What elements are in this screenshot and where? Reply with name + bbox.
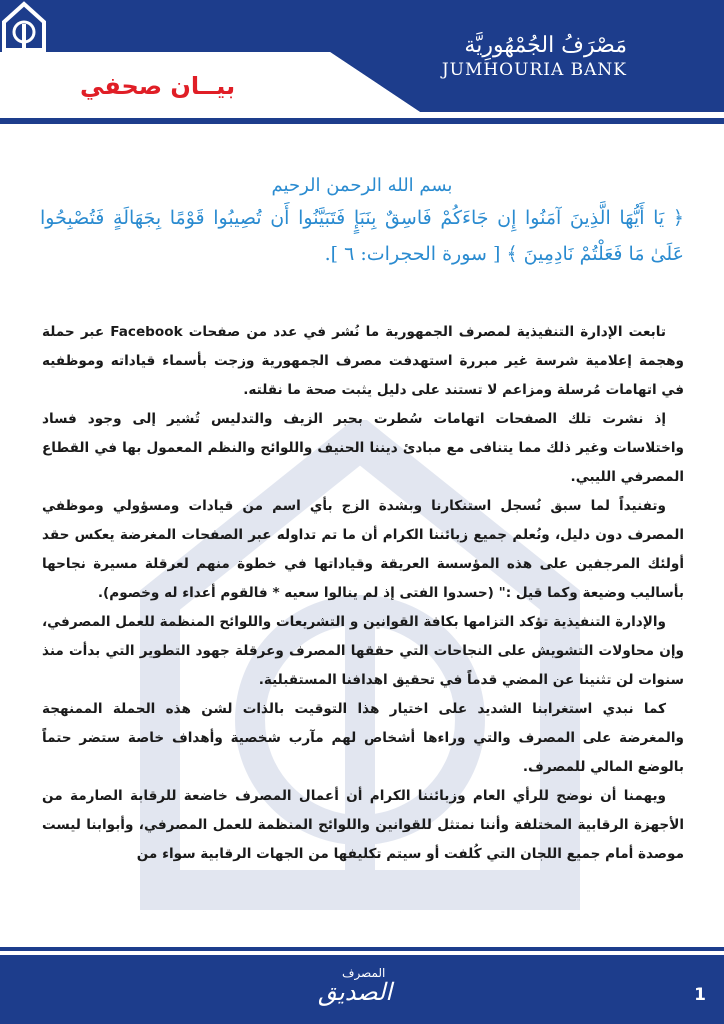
paragraph-2: إذ نشرت تلك الصفحات اتهامات سُطرت بحبر الزيف والتدليس تُشير إلى وجود فساد واختلاسات وغير ذلك مما يتنافى مع مبادئ ديننا الحنيف واللوائح والنظم المعمول بها في القطاع المصرفي الليبي. [42,411,684,485]
footer-accent-line [0,947,724,951]
bank-name-english: JUMHOURIA BANK [441,60,627,80]
press-release-body [42,318,684,869]
basmala: بسم الله الرحمن الرحيم [271,175,453,196]
bank-logo-icon [0,0,48,58]
press-release-title: بيــان صحفي [80,72,236,100]
paragraph-6: ويهمنا أن نوضح للرأي العام وزبائننا الكرام أن أعمال المصرف خاضعة للرقابة الصارمة من الأجهزة الرقابية المختلفة وأننا نمتثل للقوانين واللوائح المنظمة للعمل المصرفي، وأبوابنا ليست موصدة أمام جميع اللجان التي كُلفت أو سيتم تكليفها من الجهات الرقابية سواء من [42,788,684,862]
bank-name-arabic: مَصْرَفُ الجُمْهُورِيَّة [464,33,627,58]
footer-slogan-large: الصديق [318,978,393,1006]
paragraph-5: كما نبدي استغرابنا الشديد على اختيار هذا التوقيت بالذات لشن هذه الحملة الممنهجة والمغرضة على المصرف والتي وراءها أشخاص لهم مآرب شخصية وأهداف خاصة ستضر حتماً بالوضع المالي للمصرف. [42,701,684,775]
quran-verse: ﴿ يَا أَيُّهَا الَّذِينَ آمَنُوا إِن جَاءَكُمْ فَاسِقٌ بِنَبَإٍ فَتَبَيَّنُوا أَن تُصِيبُوا قَوْمًا بِجَهَالَةٍ فَتُصْبِحُوا عَلَىٰ مَا فَعَلْتُمْ نَادِمِينَ ﴾ [ سورة الحجرات: ٦ ]. [40,207,684,265]
page-number: 1 [694,985,706,1005]
footer-slogan-small: المصرف [342,966,386,980]
paragraph-1: تابعت الإدارة التنفيذية لمصرف الجمهورية ما نُشر في عدد من صفحات Facebook عبر حملة وهجمة إعلامية شرسة غير مبررة استهدفت مصرف الجمهورية وزجت بأسماء قياداته وموظفيه في اتهامات مُرسلة ومزاعم لا تستند على دليل يثبت صحة ما نقلته. [42,324,684,398]
paragraph-3: وتفنيداً لما سبق نُسجل استنكارنا وبشدة الزج بأي اسم من قيادات ومسؤولي وموظفي المصرف دون دليل، ونُعلم جميع زبائننا الكرام أن ما تم تداوله عبر الصفحات المغرضة يعكس حقد أولئك المرجفين على هذه المؤسسة العريقة وقياداتها في خطوة منهم لعرقلة مسيرة نجاحها بأساليب وضيعة وكما قيل :" (حسدوا الفتى إذ لم ينالوا سعيه * فالقوم أعداء له وخصوم). [42,498,684,601]
paragraph-4: والإدارة التنفيذية تؤكد التزامها بكافة القوانين و التشريعات واللوائح المنظمة للعمل المصرفي، وإن محاولات التشويش على النجاحات التي حققها المصرف وعرقلة جهود التطوير التي بدأت منذ سنوات لن تثنينا عن المضي قدماً في تحقيق اهدافنا المستقبلية. [42,614,684,688]
page-header [0,0,724,130]
